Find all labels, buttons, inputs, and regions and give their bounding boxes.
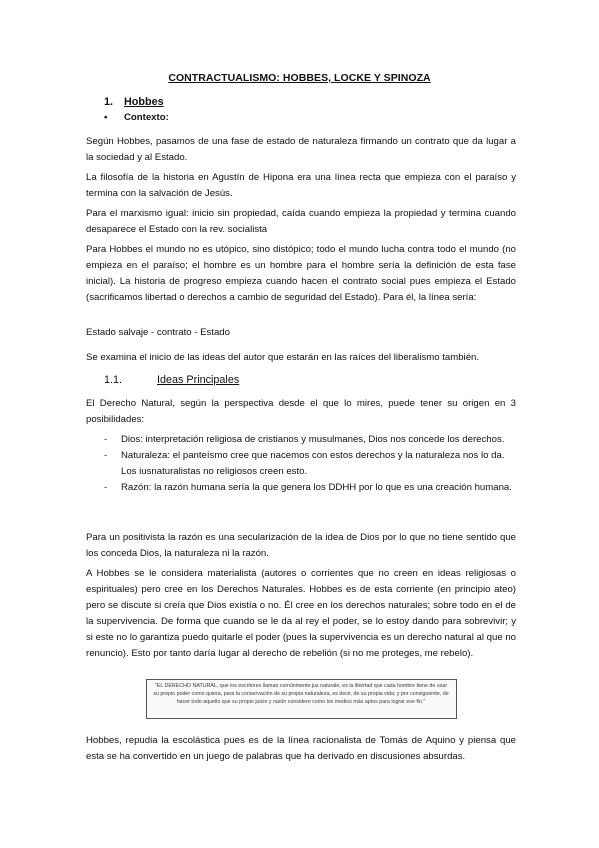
paragraph: Se examina el inicio de las ideas del autor que estarán en las raíces del liberalismo también. (86, 352, 480, 363)
subheading-label: Contexto: (124, 112, 169, 123)
paragraph: La filosofía de la historia en Agustín de Hipona era una línea recta que empieza con el paraíso y termina con la salvación de Jesús. (86, 172, 516, 199)
list-marker: - (104, 482, 108, 493)
list-item-text: Naturaleza: el panteísmo cree que nacemos con estos derechos y la naturaleza nos lo da. Los iusnaturalistas no religiosos creen esto. (121, 450, 505, 477)
section-title: Hobbes (124, 96, 164, 108)
paragraph: El Derecho Natural, según la perspectiva desde el que lo mires, puede tener su origen en 3 posibilidades: (86, 398, 516, 425)
bullet-icon: • (104, 112, 108, 123)
list-item (104, 432, 514, 448)
subsection-title: Ideas Principales (157, 374, 240, 386)
paragraph: A Hobbes se le considera materialista (autores o corrientes que no creen en ideas religiosas o espirituales) pero cree en los Derechos Naturales. Hobbes es de esta corriente (en principio ateo) pero se discute si creía que Dios existía o no. Él cree en los derechos naturales; sobre todo en el de la supervivencia. De forma que cuando se le da al rey el poder, se lo estoy dando para sobrevivir; y si este no lo garantiza puedo quitarle el poder (pues la supervivencia es un derecho natural al que no renuncio). Esto por tanto daría lugar al derecho de rebelión (si no me proteges, me rebelo). (86, 568, 516, 659)
list-marker: - (104, 434, 108, 445)
quote-image (146, 679, 457, 719)
subheading-contexto (104, 110, 169, 126)
paragraph: Para un positivista la razón es una secularización de la idea de Dios por lo que no tiene sentido que los conceda Dios, la naturaleza ni la razón. (86, 532, 516, 559)
paragraph: Hobbes, repudia la escolástica pues es de la línea racionalista de Tomás de Aquino y piensa que esta se ha convertido en un juego de palabras que ha derivado en discusiones absurdas. (86, 735, 516, 762)
paragraph: Estado salvaje - contrato - Estado (86, 327, 230, 338)
paragraph: Según Hobbes, pasamos de una fase de estado de naturaleza firmando un contrato que da lugar a la sociedad y al Estado. (86, 136, 516, 163)
list-item-text: Razón: la razón humana sería la que genera los DDHH por lo que es una creación humana. (121, 482, 512, 493)
document-title: CONTRACTUALISMO: HOBBES, LOCKE Y SPINOZA (168, 72, 431, 84)
possibilities-list (104, 432, 514, 496)
section-heading-hobbes (104, 94, 164, 110)
list-item (104, 480, 514, 496)
quote-image-text: "EL DERECHO NATURAL, que los escritores llaman comúnmente jus naturale, es la libertad que cada hombre tiene de usar su propio poder como quiera, para la conservación de su propia naturaleza, es decir, de su propia vida; y por consiguiente, de hacer todo aquello que su propio juicio y razón considere como los medios más aptos para lograr ese fin." (153, 683, 449, 706)
subsection-heading-ideas (104, 372, 239, 388)
section-number: 1. (104, 96, 114, 108)
list-item-text: Dios: interpretación religiosa de cristianos y musulmanes, Dios nos concede los derechos. (121, 434, 505, 445)
paragraph: Para el marxismo igual: inicio sin propiedad, caída cuando empieza la propiedad y termina cuando desaparece el Estado con la rev. socialista (86, 208, 516, 235)
list-item (104, 448, 514, 480)
list-marker: - (104, 450, 108, 461)
subsection-number: 1.1. (104, 374, 123, 386)
paragraph: Para Hobbes el mundo no es utópico, sino distópico; todo el mundo lucha contra todo el mundo (no empieza en el paraíso; el hombre es un hombre para el hombre sería la definición de esta fase inicial). La historia de progreso empieza cuando hacen el contrato social pues empieza el Estado (sacrificamos libertad o derechos a cambio de seguridad del Estado). Para él, la línea sería: (86, 244, 516, 303)
